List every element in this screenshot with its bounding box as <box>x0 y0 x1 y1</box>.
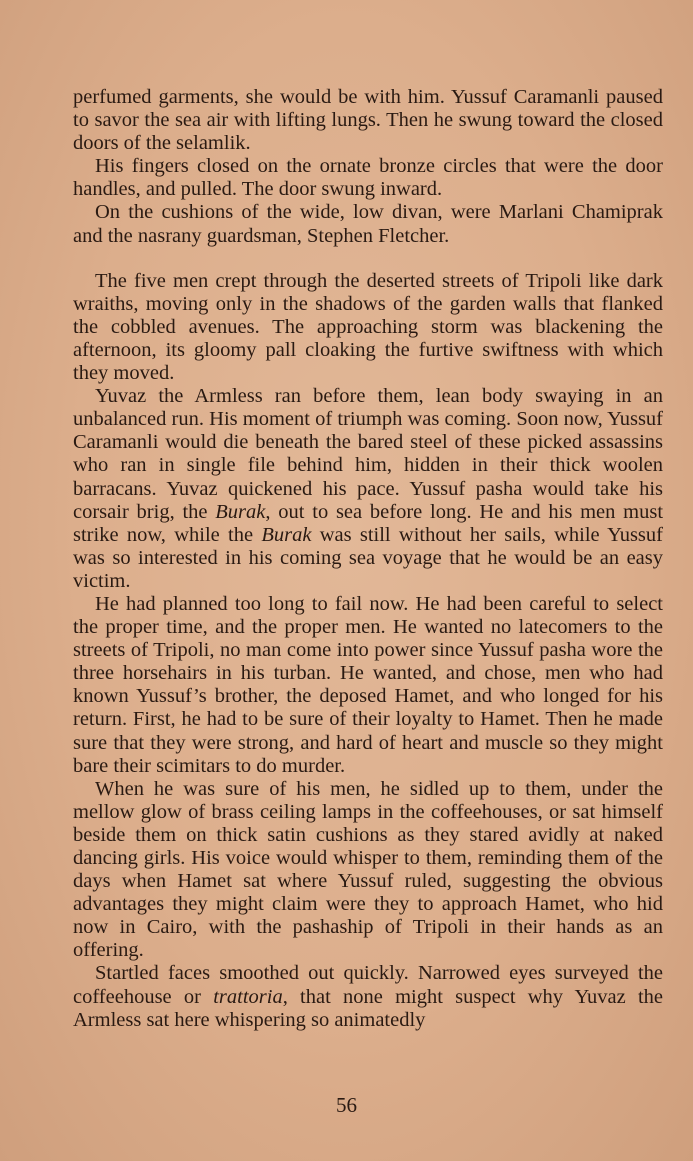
paragraph <box>73 385 663 593</box>
paragraph <box>73 155 663 201</box>
paragraph-text: Yuvaz the Armless ran before them, lean body swaying in an unbalanced run. His moment of triumph was coming. Soon now, Yussuf Caramanli would die beneath the bared steel of these picked assassins who ran in single file behind him, hidden in their thick woolen barracans. Yuvaz quickened his pace. Yussuf pasha would take his corsair brig, the <box>73 385 663 523</box>
paragraph <box>73 593 663 778</box>
paragraph-text: perfumed garments, she would be with him. Yussuf Caramanli paused to savor the sea air with lifting lungs. Then he swung toward the closed doors of the selamlik. <box>73 86 663 155</box>
paragraph-text: His fingers closed on the ornate bronze circles that were the door handles, and pulled. The door swung inward. <box>73 155 663 201</box>
italic-text: Burak <box>215 500 266 523</box>
paragraph <box>73 962 663 1031</box>
paragraph-text: was still without her sails, while Yussuf was so interested in his coming sea voyage that he would be an easy victim. <box>73 523 663 592</box>
page-number: 56 <box>336 1093 357 1117</box>
paragraph-text: He had planned too long to fail now. He had been careful to select the proper time, and the proper men. He wanted no latecomers to the streets of Tripoli, no man come into power since Yussuf pasha wore the three horsehairs in his turban. He wanted, and chose, men who had known Yussuf’s brother, the deposed Hamet, and who longed for his return. First, he had to be sure of their loyalty to Hamet. Then he made sure that they were strong, and hard of heart and muscle so they might bare their scimitars to do murder. <box>73 592 663 777</box>
paragraph-text: , that none might suspect why Yuvaz the Armless sat here whispering so animatedly <box>73 985 664 1031</box>
paragraph-text: When he was sure of his men, he sidled up to them, under the mellow glow of brass ceiling lamps in the coffeehouses, or sat himself beside them on thick satin cushions as they stared avidly at naked dancing girls. His voice would whisper to them, reminding them of the days when Hamet sat where Yussuf ruled, suggesting the obvious advantages they might claim were they to approach Hamet, who hid now in Cairo, with the pashaship of Tripoli in their hands as an offering. <box>73 777 663 962</box>
paragraph-text: On the cushions of the wide, low divan, were Marlani Chamiprak and the nasrany guardsman, Stephen Fletcher. <box>73 201 663 247</box>
body-text <box>73 86 663 1032</box>
paragraph <box>73 201 663 247</box>
paragraph-text: Startled faces smoothed out quickly. Narrowed eyes surveyed the coffeehouse or <box>73 962 663 1008</box>
paragraph-text: The five men crept through the deserted streets of Tripoli like dark wraiths, moving only in the shadows of the garden walls that flanked the cobbled avenues. The approaching storm was blackening the afternoon, its gloomy pall cloaking the furtive swiftness with which they moved. <box>73 269 663 385</box>
paragraph-text: , out to sea before long. He and his men must strike now, while the <box>73 500 664 546</box>
italic-text: trattoria <box>213 985 283 1008</box>
paragraph <box>73 270 663 385</box>
paragraph <box>73 778 663 963</box>
italic-text: Burak <box>261 523 312 546</box>
paragraph <box>73 86 663 155</box>
